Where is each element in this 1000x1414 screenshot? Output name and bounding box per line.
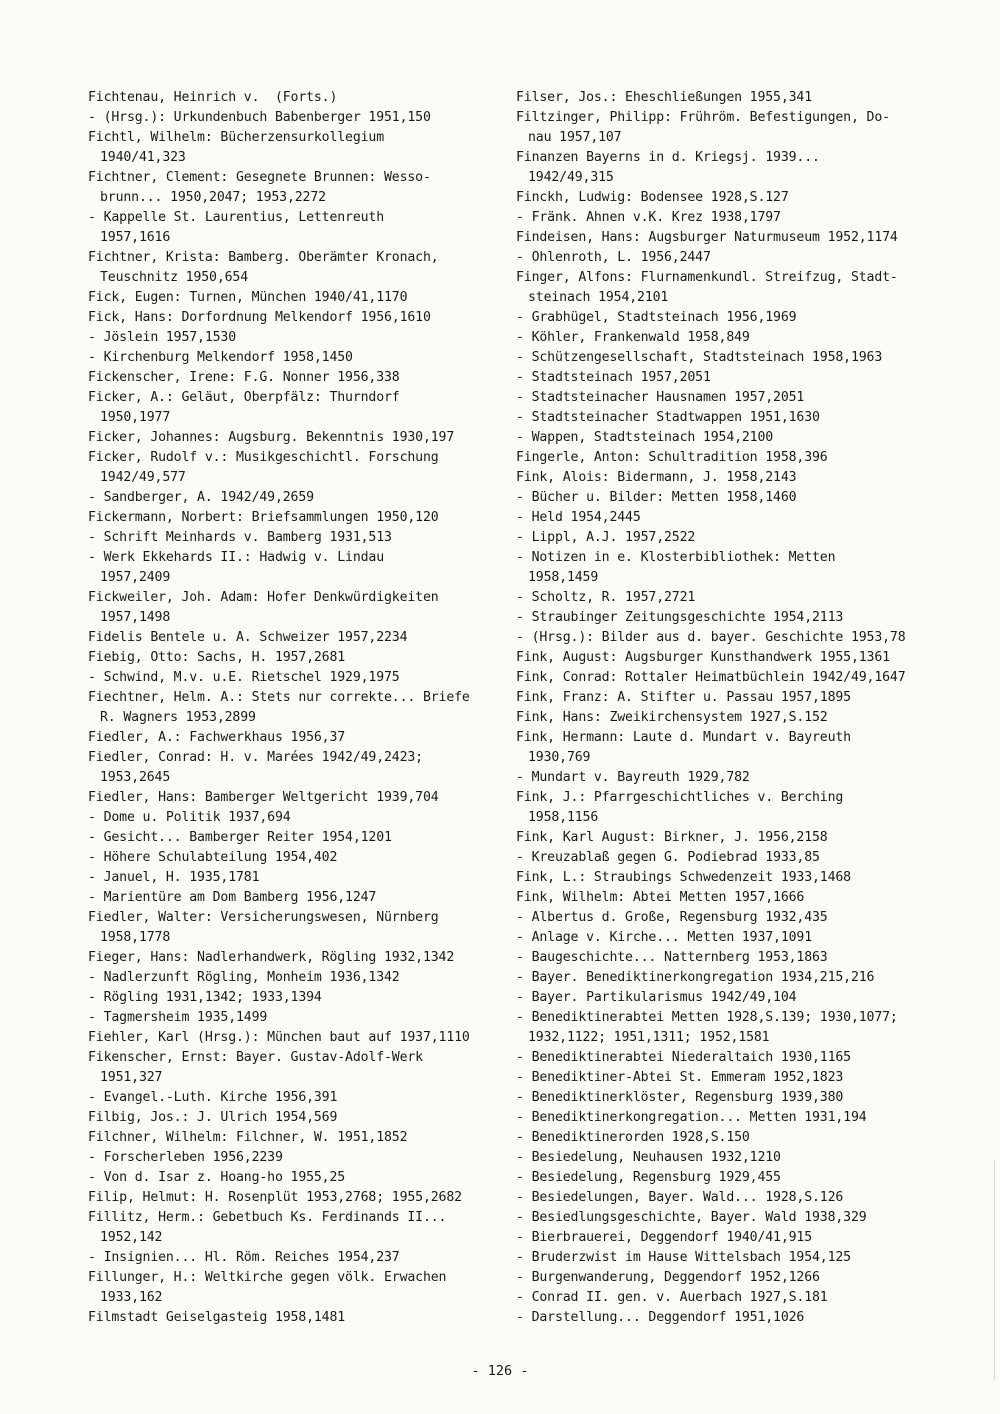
index-entry: Fink, Conrad: Rottaler Heimatbüchlein 1942/49,1647 bbox=[516, 670, 906, 685]
index-entry: Fink, J.: Pfarrgeschichtliches v. Berching bbox=[516, 790, 844, 805]
index-entry: Fikenscher, Ernst: Bayer. Gustav-Adolf-Werk bbox=[88, 1050, 423, 1065]
index-entry: - Gesicht... Bamberger Reiter 1954,1201 bbox=[88, 830, 392, 845]
index-entry: Finckh, Ludwig: Bodensee 1928,S.127 bbox=[516, 190, 789, 205]
page-number: - 126 - bbox=[471, 1363, 529, 1379]
index-entry: - Bücher u. Bilder: Metten 1958,1460 bbox=[516, 490, 797, 505]
index-entry: Filip, Helmut: H. Rosenplüt 1953,2768; 1955,2682 bbox=[88, 1190, 462, 1205]
index-entry: Filchner, Wilhelm: Filchner, W. 1951,1852 bbox=[88, 1130, 408, 1145]
index-entry: - Sandberger, A. 1942/49,2659 bbox=[88, 490, 314, 505]
index-entry: - Straubinger Zeitungsgeschichte 1954,2113 bbox=[516, 610, 844, 625]
index-entry: - Januel, H. 1935,1781 bbox=[88, 870, 260, 885]
index-entry-continuation: 1942/49,315 bbox=[528, 170, 614, 185]
index-entry: - Benediktinerkongregation... Metten 1931,194 bbox=[516, 1110, 867, 1125]
index-entry: - Kappelle St. Laurentius, Lettenreuth bbox=[88, 210, 385, 225]
index-entry: Findeisen, Hans: Augsburger Naturmuseum 1952,1174 bbox=[516, 230, 898, 245]
index-entry: - Kreuzablaß gegen G. Podiebrad 1933,85 bbox=[516, 850, 820, 865]
index-entry: - Rögling 1931,1342; 1933,1394 bbox=[88, 990, 322, 1005]
index-entry: - Stadtsteinacher Stadtwappen 1951,1630 bbox=[516, 410, 820, 425]
index-entry-continuation: 1930,769 bbox=[528, 750, 591, 765]
index-entry: - Benediktiner-Abtei St. Emmeram 1952,1823 bbox=[516, 1070, 844, 1085]
index-entry: Fickenscher, Irene: F.G. Nonner 1956,338 bbox=[88, 370, 400, 385]
index-entry: - Baugeschichte... Natternberg 1953,1863 bbox=[516, 950, 828, 965]
index-entry: Fichtner, Clement: Gesegnete Brunnen: Wesso- bbox=[88, 170, 431, 185]
index-entry: Fick, Eugen: Turnen, München 1940/41,1170 bbox=[88, 290, 408, 305]
index-entry-continuation: 1940/41,323 bbox=[100, 150, 186, 165]
index-entry: - (Hrsg.): Bilder aus d. bayer. Geschichte 1953,78 bbox=[516, 630, 906, 645]
index-entry-continuation: steinach 1954,2101 bbox=[528, 290, 669, 305]
index-entry: - Insignien... Hl. Röm. Reiches 1954,237 bbox=[88, 1250, 400, 1265]
index-entry: - Jöslein 1957,1530 bbox=[88, 330, 237, 345]
index-entry: - Stadtsteinacher Hausnamen 1957,2051 bbox=[516, 390, 805, 405]
index-entry-continuation: 1958,1459 bbox=[528, 570, 599, 585]
index-entry-continuation: 1932,1122; 1951,1311; 1952,1581 bbox=[528, 1030, 770, 1045]
index-entry: Filtzinger, Philipp: Frühröm. Befestigungen, Do- bbox=[516, 110, 890, 125]
index-entry: - Kirchenburg Melkendorf 1958,1450 bbox=[88, 350, 353, 365]
index-entry: - Schrift Meinhards v. Bamberg 1931,513 bbox=[88, 530, 392, 545]
index-entry: Fink, August: Augsburger Kunsthandwerk 1955,1361 bbox=[516, 650, 890, 665]
index-entry-continuation: 1958,1778 bbox=[100, 930, 171, 945]
index-entry: - Stadtsteinach 1957,2051 bbox=[516, 370, 711, 385]
index-entry: Fiedler, Conrad: H. v. Marées 1942/49,2423; bbox=[88, 750, 423, 765]
index-entry: - Fränk. Ahnen v.K. Krez 1938,1797 bbox=[516, 210, 781, 225]
index-entry: Fiedler, A.: Fachwerkhaus 1956,37 bbox=[88, 730, 346, 745]
index-entry: - Benediktinerklöster, Regensburg 1939,380 bbox=[516, 1090, 844, 1105]
index-entry: Finger, Alfons: Flurnamenkundl. Streifzug, Stadt- bbox=[516, 270, 898, 285]
index-entry: Fichtenau, Heinrich v. (Forts.) bbox=[88, 90, 338, 105]
index-entry: - Schützengesellschaft, Stadtsteinach 1958,1963 bbox=[516, 350, 883, 365]
index-entry: Fink, Franz: A. Stifter u. Passau 1957,1895 bbox=[516, 690, 851, 705]
index-entry: - Bruderzwist im Hause Wittelsbach 1954,125 bbox=[516, 1250, 851, 1265]
index-entry: - Besiedelung, Neuhausen 1932,1210 bbox=[516, 1150, 781, 1165]
index-entry: Filbig, Jos.: J. Ulrich 1954,569 bbox=[88, 1110, 338, 1125]
index-entry: Fichtl, Wilhelm: Bücherzensurkollegium bbox=[88, 130, 385, 145]
scan-edge-line bbox=[994, 1160, 995, 1380]
index-entry: Fillitz, Herm.: Gebetbuch Ks. Ferdinands II... bbox=[88, 1210, 447, 1225]
index-entry: - Benediktinerabtei Niederaltaich 1930,1165 bbox=[516, 1050, 851, 1065]
index-entry-continuation: 1952,142 bbox=[100, 1230, 163, 1245]
index-entry-continuation: 1957,2409 bbox=[100, 570, 171, 585]
index-entry-continuation: 1951,327 bbox=[100, 1070, 163, 1085]
index-entry: Fillunger, H.: Weltkirche gegen völk. Erwachen bbox=[88, 1270, 447, 1285]
index-entry: Fick, Hans: Dorfordnung Melkendorf 1956,1610 bbox=[88, 310, 431, 325]
index-entry: - Tagmersheim 1935,1499 bbox=[88, 1010, 268, 1025]
index-entry-continuation: 1953,2645 bbox=[100, 770, 171, 785]
index-entry: - Von d. Isar z. Hoang-ho 1955,25 bbox=[88, 1170, 346, 1185]
index-entry: - Scholtz, R. 1957,2721 bbox=[516, 590, 696, 605]
index-entry: Fickermann, Norbert: Briefsammlungen 1950,120 bbox=[88, 510, 439, 525]
index-entry: - Lippl, A.J. 1957,2522 bbox=[516, 530, 696, 545]
index-entry: Fiedler, Hans: Bamberger Weltgericht 1939,704 bbox=[88, 790, 439, 805]
index-entry: - Werk Ekkehards II.: Hadwig v. Lindau bbox=[88, 550, 385, 565]
index-entry: Ficker, Rudolf v.: Musikgeschichtl. Forschung bbox=[88, 450, 439, 465]
index-entry: Fieger, Hans: Nadlerhandwerk, Rögling 1932,1342 bbox=[88, 950, 455, 965]
index-entry: - Anlage v. Kirche... Metten 1937,1091 bbox=[516, 930, 813, 945]
index-entry: - Notizen in e. Klosterbibliothek: Metten bbox=[516, 550, 836, 565]
index-entry: Fidelis Bentele u. A. Schweizer 1957,2234 bbox=[88, 630, 408, 645]
index-entry: - (Hrsg.): Urkundenbuch Babenberger 1951,150 bbox=[88, 110, 431, 125]
index-entry: - Schwind, M.v. u.E. Rietschel 1929,1975 bbox=[88, 670, 400, 685]
index-entry: - Conrad II. gen. v. Auerbach 1927,S.181 bbox=[516, 1290, 828, 1305]
index-entry: Fiedler, Walter: Versicherungswesen, Nürnberg bbox=[88, 910, 439, 925]
index-entry: - Forscherleben 1956,2239 bbox=[88, 1150, 283, 1165]
index-entry: Filser, Jos.: Eheschließungen 1955,341 bbox=[516, 90, 813, 105]
index-entry-continuation: Teuschnitz 1950,654 bbox=[100, 270, 249, 285]
index-entry: Fingerle, Anton: Schultradition 1958,396 bbox=[516, 450, 828, 465]
index-entry: - Darstellung... Deggendorf 1951,1026 bbox=[516, 1310, 805, 1325]
index-entry: - Held 1954,2445 bbox=[516, 510, 641, 525]
index-entry: Filmstadt Geiselgasteig 1958,1481 bbox=[88, 1310, 346, 1325]
index-entry: - Besiedlungsgeschichte, Bayer. Wald 1938,329 bbox=[516, 1210, 867, 1225]
index-entry: - Besiedelungen, Bayer. Wald... 1928,S.126 bbox=[516, 1190, 844, 1205]
index-entry: Fink, Karl August: Birkner, J. 1956,2158 bbox=[516, 830, 828, 845]
index-column-left bbox=[88, 88, 498, 1328]
index-entry: - Benediktinerorden 1928,S.150 bbox=[516, 1130, 750, 1145]
index-entry: - Bayer. Partikularismus 1942/49,104 bbox=[516, 990, 797, 1005]
index-entry: - Benediktinerabtei Metten 1928,S.139; 1930,1077; bbox=[516, 1010, 898, 1025]
index-entry: Ficker, Johannes: Augsburg. Bekenntnis 1930,197 bbox=[88, 430, 455, 445]
index-entry: - Bierbrauerei, Deggendorf 1940/41,915 bbox=[516, 1230, 813, 1245]
index-entry-continuation: nau 1957,107 bbox=[528, 130, 622, 145]
index-entry: - Ohlenroth, L. 1956,2447 bbox=[516, 250, 711, 265]
index-entry: - Burgenwanderung, Deggendorf 1952,1266 bbox=[516, 1270, 820, 1285]
index-entry-continuation: 1958,1156 bbox=[528, 810, 599, 825]
index-entry-continuation: 1957,1498 bbox=[100, 610, 171, 625]
index-entry-continuation: 1950,1977 bbox=[100, 410, 171, 425]
index-entry: Fink, Alois: Bidermann, J. 1958,2143 bbox=[516, 470, 797, 485]
index-entry: - Höhere Schulabteilung 1954,402 bbox=[88, 850, 338, 865]
index-entry-continuation: 1957,1616 bbox=[100, 230, 171, 245]
index-entry-continuation: 1933,162 bbox=[100, 1290, 163, 1305]
index-entry: Ficker, A.: Geläut, Oberpfälz: Thurndorf bbox=[88, 390, 400, 405]
index-entry: - Wappen, Stadtsteinach 1954,2100 bbox=[516, 430, 774, 445]
index-entry-continuation: R. Wagners 1953,2899 bbox=[100, 710, 256, 725]
index-entry: Fink, L.: Straubings Schwedenzeit 1933,1468 bbox=[516, 870, 851, 885]
index-entry: - Marientüre am Dom Bamberg 1956,1247 bbox=[88, 890, 377, 905]
index-entry: - Nadlerzunft Rögling, Monheim 1936,1342 bbox=[88, 970, 400, 985]
index-entry: Fickweiler, Joh. Adam: Hofer Denkwürdigkeiten bbox=[88, 590, 439, 605]
index-entry: Fink, Hermann: Laute d. Mundart v. Bayreuth bbox=[516, 730, 851, 745]
index-entry: - Grabhügel, Stadtsteinach 1956,1969 bbox=[516, 310, 797, 325]
index-entry: - Köhler, Frankenwald 1958,849 bbox=[516, 330, 750, 345]
index-entry-continuation: 1942/49,577 bbox=[100, 470, 186, 485]
index-entry: Fink, Hans: Zweikirchensystem 1927,S.152 bbox=[516, 710, 828, 725]
index-entry: Fiehler, Karl (Hrsg.): München baut auf 1937,1110 bbox=[88, 1030, 470, 1045]
index-entry: - Dome u. Politik 1937,694 bbox=[88, 810, 291, 825]
index-entry: - Mundart v. Bayreuth 1929,782 bbox=[516, 770, 750, 785]
index-entry: Fiechtner, Helm. A.: Stets nur correkte... Briefe bbox=[88, 690, 470, 705]
index-column-right bbox=[516, 88, 936, 1328]
index-entry: - Besiedelung, Regensburg 1929,455 bbox=[516, 1170, 781, 1185]
index-entry: Fiebig, Otto: Sachs, H. 1957,2681 bbox=[88, 650, 346, 665]
index-entry: Fink, Wilhelm: Abtei Metten 1957,1666 bbox=[516, 890, 805, 905]
index-entry: - Evangel.-Luth. Kirche 1956,391 bbox=[88, 1090, 338, 1105]
index-entry: Fichtner, Krista: Bamberg. Oberämter Kronach, bbox=[88, 250, 439, 265]
index-entry: Finanzen Bayerns in d. Kriegsj. 1939... bbox=[516, 150, 820, 165]
index-entry: - Bayer. Benediktinerkongregation 1934,215,216 bbox=[516, 970, 875, 985]
index-entry: - Albertus d. Große, Regensburg 1932,435 bbox=[516, 910, 828, 925]
index-entry-continuation: brunn... 1950,2047; 1953,2272 bbox=[100, 190, 326, 205]
